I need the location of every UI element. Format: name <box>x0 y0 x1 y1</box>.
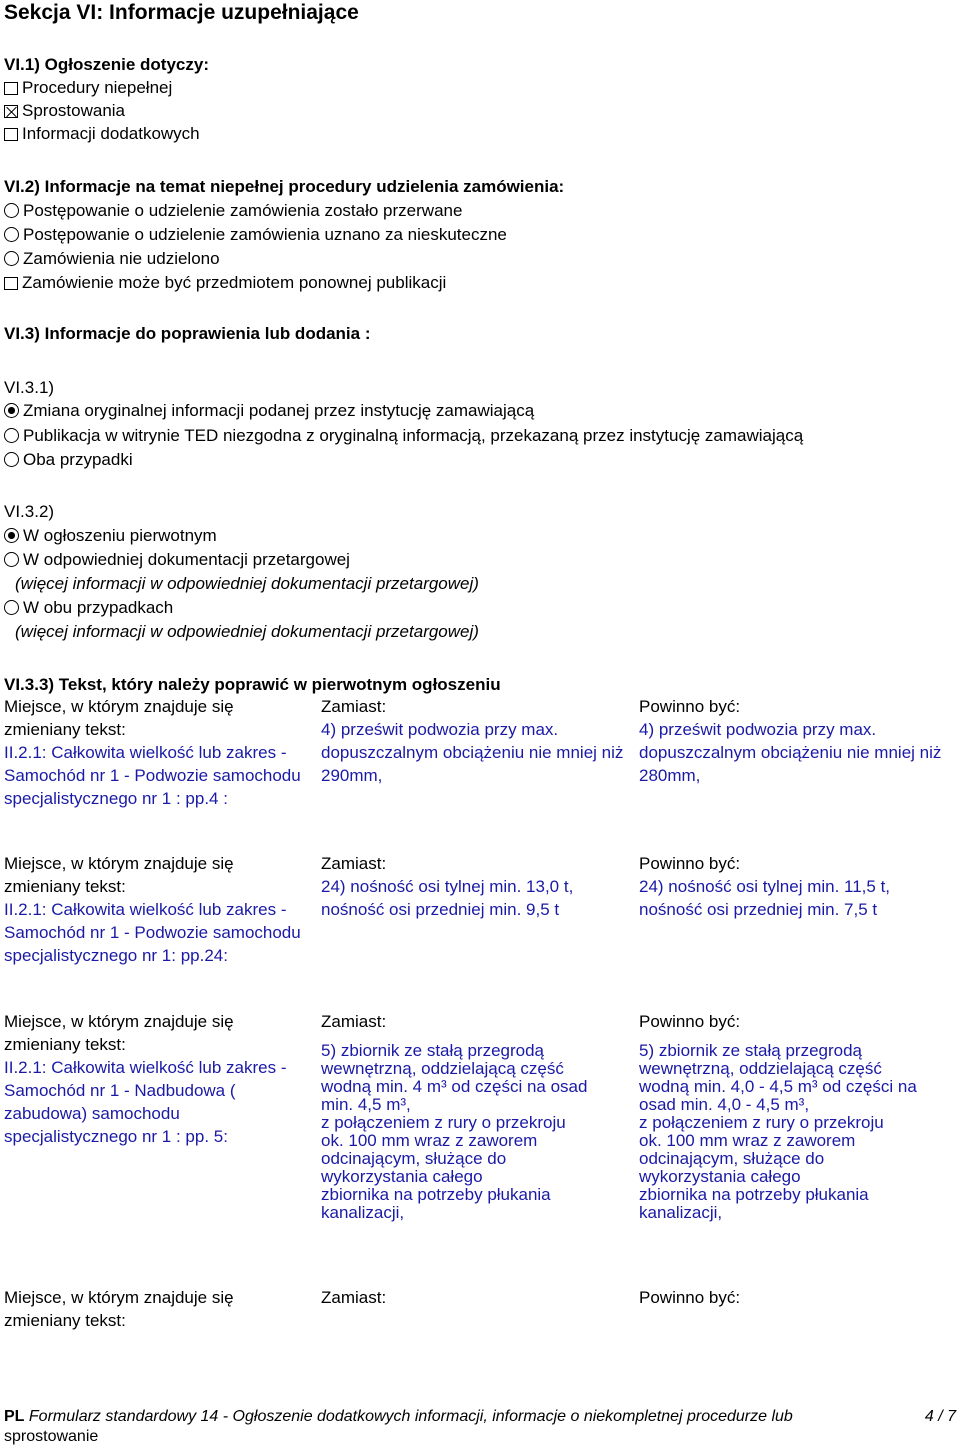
page-number: 4 / 7 <box>924 1408 956 1425</box>
correction-row-3-place <box>4 1010 314 1148</box>
place-label: Miejsce, w którym znajduje się zmieniany tekst: <box>4 697 234 739</box>
should-be-line: osad min. 4,0 - 4,5 m³, <box>639 1095 810 1114</box>
vi2-header: VI.2) Informacje na temat niepełnej procedury udzielenia zamówienia: <box>4 177 565 196</box>
should-be-line: kanalizacji, <box>639 1203 723 1222</box>
instead-label: Zamiast: <box>321 1288 387 1307</box>
vi32-option-pierwotnym[interactable] <box>4 524 217 547</box>
vi2-option-przerwane[interactable] <box>4 199 462 222</box>
should-be-label: Powinno być: <box>639 1288 741 1307</box>
vi3-header: VI.3) Informacje do poprawienia lub dodania : <box>4 324 371 343</box>
footer-language: PL <box>4 1408 25 1425</box>
instead-line: wodną min. 4 m³ od części na osad <box>321 1077 588 1096</box>
option-label: Sprostowania <box>22 101 126 120</box>
vi31-header: VI.3.1) <box>4 378 55 397</box>
should-be-line: nośność osi przedniej min. 7,5 t <box>639 900 878 919</box>
instead-line: zbiornika na potrzeby płukania <box>321 1185 551 1204</box>
place-value: II.2.1: Całkowita wielkość lub zakres - Samochód nr 1 - Podwozie samochodu specjalistycznego nr 1 : pp.4 : <box>4 743 301 808</box>
vi32-note: (więcej informacji w odpowiedniej dokumentacji przetargowej) <box>15 574 479 593</box>
instead-line: z połączeniem z rury o przekroju <box>321 1113 566 1132</box>
should-be-line: ok. 100 mm wraz z zaworem <box>639 1131 856 1150</box>
should-be-line: zbiornika na potrzeby płukania <box>639 1185 869 1204</box>
vi1-header: VI.1) Ogłoszenie dotyczy: <box>4 55 209 74</box>
vi31-option-ted[interactable] <box>4 424 803 447</box>
should-be-label: Powinno być: <box>639 854 741 873</box>
radio-icon[interactable] <box>4 552 19 567</box>
vi31-option-oba[interactable] <box>4 448 133 471</box>
instead-label: Zamiast: <box>321 1012 387 1031</box>
option-label: W obu przypadkach <box>23 598 174 617</box>
should-be-line: z połączeniem z rury o przekroju <box>639 1113 884 1132</box>
option-label: Informacji dodatkowych <box>22 124 200 143</box>
correction-row-1-instead <box>321 695 637 787</box>
instead-line: wykorzystania całego <box>321 1167 483 1186</box>
vi32-header: VI.3.2) <box>4 502 55 521</box>
section-title: Sekcja VI: Informacje uzupełniające <box>4 1 359 24</box>
instead-label: Zamiast: <box>321 697 387 716</box>
instead-line: 5) zbiornik ze stałą przegrodą <box>321 1041 545 1060</box>
radio-icon[interactable] <box>4 227 19 242</box>
correction-row-2-instead <box>321 852 637 921</box>
option-label: W odpowiedniej dokumentacji przetargowej <box>23 550 350 569</box>
option-label: Zmiana oryginalnej informacji podanej przez instytucję zamawiającą <box>23 401 535 420</box>
radio-icon[interactable] <box>4 251 19 266</box>
should-be-label: Powinno być: <box>639 1012 741 1031</box>
should-be-line: wodną min. 4,0 - 4,5 m³ od części na <box>639 1077 917 1096</box>
checkbox-checked-icon[interactable] <box>4 105 18 118</box>
page-footer <box>4 1407 956 1447</box>
should-be-line: wykorzystania całego <box>639 1167 801 1186</box>
instead-line: kanalizacji, <box>321 1203 405 1222</box>
instead-value: 4) prześwit podwozia przy max. dopuszczalnym obciążeniu nie mniej niż 290mm, <box>321 720 624 785</box>
place-value: II.2.1: Całkowita wielkość lub zakres - Samochód nr 1 - Nadbudowa ( zabudowa) samochodu specjalistycznego nr 1 : pp. 5: <box>4 1058 287 1146</box>
instead-line: ok. 100 mm wraz z zaworem <box>321 1131 538 1150</box>
vi33-header: VI.3.3) Tekst, który należy poprawić w pierwotnym ogłoszeniu <box>4 675 501 694</box>
instead-line: min. 4,5 m³, <box>321 1095 411 1114</box>
should-be-line: wewnętrzną, oddzielającą część <box>639 1059 882 1078</box>
place-label: Miejsce, w którym znajduje się zmieniany tekst: <box>4 1288 234 1330</box>
correction-row-4-should-be <box>639 1286 957 1309</box>
radio-icon[interactable] <box>4 452 19 467</box>
instead-value-block <box>321 1042 637 1222</box>
should-be-value: 4) prześwit podwozia przy max. dopuszczalnym obciążeniu nie mniej niż 280mm, <box>639 720 942 785</box>
place-label: Miejsce, w którym znajduje się zmieniany tekst: <box>4 854 234 896</box>
should-be-label: Powinno być: <box>639 697 741 716</box>
vi2-option-nie-udzielono[interactable] <box>4 247 220 270</box>
footer-form-name: Formularz standardowy 14 - Ogłoszenie dodatkowych informacji, informacje o niekompletnej procedurze lub <box>28 1408 793 1425</box>
instead-line: odcinającym, służące do <box>321 1149 507 1168</box>
instead-label: Zamiast: <box>321 854 387 873</box>
vi1-option-informacji[interactable] <box>4 122 200 145</box>
radio-icon[interactable] <box>4 428 19 443</box>
checkbox-icon[interactable] <box>4 82 18 95</box>
option-label: Postępowanie o udzielenie zamówienia uznano za nieskuteczne <box>23 225 507 244</box>
vi31-option-zmiana[interactable] <box>4 399 534 422</box>
vi32-option-obu[interactable] <box>4 596 173 619</box>
vi1-option-sprostowania[interactable] <box>4 99 125 122</box>
vi1-option-procedury[interactable] <box>4 76 172 99</box>
vi2-option-nieskuteczne[interactable] <box>4 223 507 246</box>
checkbox-icon[interactable] <box>4 277 18 290</box>
checkbox-icon[interactable] <box>4 128 18 141</box>
instead-line: nośność osi przedniej min. 9,5 t <box>321 900 560 919</box>
option-label: Publikacja w witrynie TED niezgodna z oryginalną informacją, przekazaną przez instytucję zamawiającą <box>23 426 804 445</box>
vi32-note: (więcej informacji w odpowiedniej dokumentacji przetargowej) <box>15 622 479 641</box>
correction-row-3-instead <box>321 1010 637 1222</box>
correction-row-2-place <box>4 852 314 967</box>
should-be-line: odcinającym, służące do <box>639 1149 825 1168</box>
correction-row-3-should-be <box>639 1010 957 1222</box>
option-label: Zamówienie może być przedmiotem ponownej publikacji <box>22 273 447 292</box>
instead-line: wewnętrzną, oddzielającą część <box>321 1059 564 1078</box>
footer-text <box>4 1407 874 1447</box>
radio-checked-icon[interactable] <box>4 528 19 543</box>
correction-row-1-should-be <box>639 695 957 787</box>
radio-icon[interactable] <box>4 600 19 615</box>
should-be-line: 5) zbiornik ze stałą przegrodą <box>639 1041 863 1060</box>
option-label: Oba przypadki <box>23 450 133 469</box>
vi2-option-ponownej-publikacji[interactable] <box>4 271 446 294</box>
radio-icon[interactable] <box>4 203 19 218</box>
correction-row-4-instead <box>321 1286 637 1309</box>
correction-row-2-should-be <box>639 852 957 921</box>
footer-form-name-cont: sprostowanie <box>4 1428 99 1445</box>
option-label: Procedury niepełnej <box>22 78 173 97</box>
option-label: W ogłoszeniu pierwotnym <box>23 526 217 545</box>
correction-row-4-place <box>4 1286 314 1332</box>
correction-row-1-place <box>4 695 314 810</box>
option-label: Postępowanie o udzielenie zamówienia zostało przerwane <box>23 201 463 220</box>
vi32-option-dokumentacji[interactable] <box>4 548 350 571</box>
instead-line: 24) nośność osi tylnej min. 13,0 t, <box>321 877 574 896</box>
radio-checked-icon[interactable] <box>4 403 19 418</box>
option-label: Zamówienia nie udzielono <box>23 249 220 268</box>
should-be-value-block <box>639 1042 957 1222</box>
place-value: II.2.1: Całkowita wielkość lub zakres - Samochód nr 1 - Podwozie samochodu specjalistycznego nr 1: pp.24: <box>4 900 301 965</box>
should-be-line: 24) nośność osi tylnej min. 11,5 t, <box>639 877 891 896</box>
place-label: Miejsce, w którym znajduje się zmieniany tekst: <box>4 1012 234 1054</box>
